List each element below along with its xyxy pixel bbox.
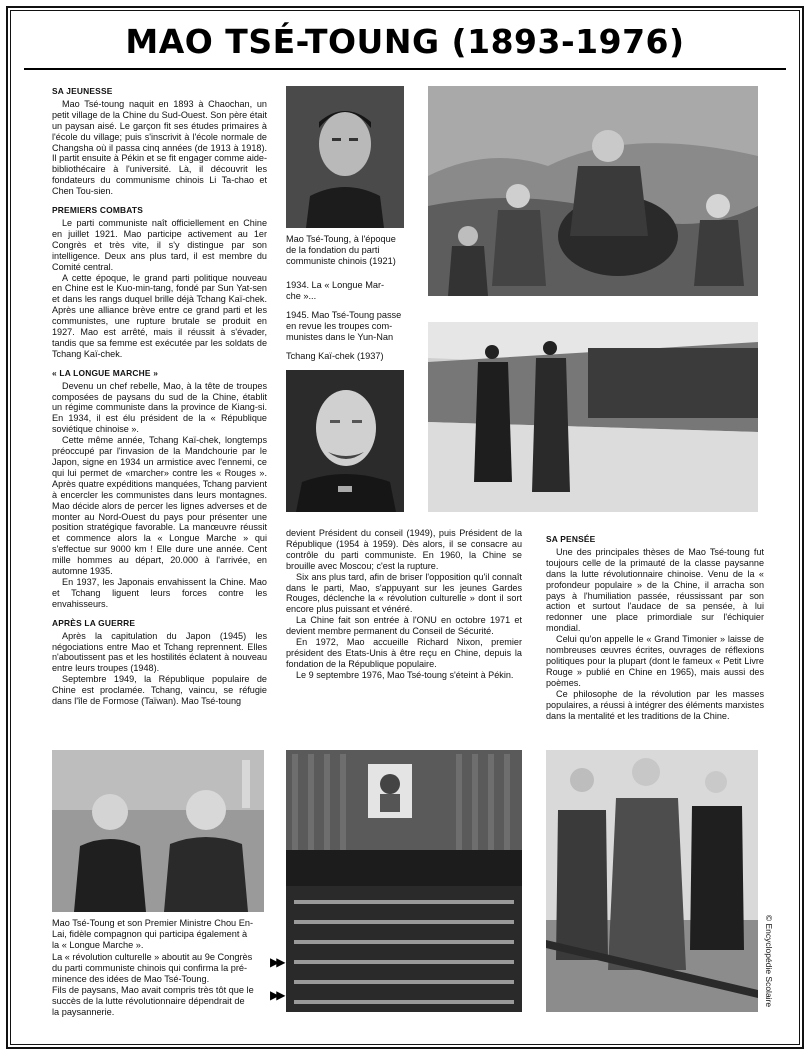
photo-tchang-kai-chek: [286, 370, 404, 512]
title-rule: [24, 68, 786, 70]
section-heading-apres-guerre: APRÈS LA GUERRE: [52, 617, 136, 628]
paragraph: Mao Tsé-toung naquit en 1893 à Chaochan, un petit village de la Chine du Sud-Ouest. Son père était un paysan aisé. Le garçon fit ses études primaires à l'école du village; puis s'inscrivit à l'école normale de Changsha où il passa cinq années (de 1913 à 1918). Il partit ensuite à Pékin et se fit engager comme aide-bibliothécaire à l'université. Là, il découvrit les fondateurs du communisme chinois Li Ta-chao et Chen Tou-sien.: [52, 98, 267, 197]
paragraph: Septembre 1949, la République populaire de Chine est proclamée. Tchang, vaincu, se réfugie dans l'île de Formose (Taïwan). Mao Tsé-toung: [52, 674, 267, 707]
paragraph: En 1972, Mao accueille Richard Nixon, premier président des Etats-Unis à être reçu en Chine, depuis la fondation de la République populaire.: [286, 637, 522, 669]
pointer-arrow-icon: ▶▶: [270, 988, 283, 1002]
caption-paysannerie: Fils de paysans, Mao avait compris très tôt que le succès de la lutte révolutionnaire dépendrait de la paysannerie.: [52, 985, 254, 1017]
photo-longue-marche: [428, 86, 758, 296]
photo-mao-chou-en-lai: [52, 750, 264, 912]
section-heading-premiers-combats: PREMIERS COMBATS: [52, 205, 143, 216]
section-heading-longue-marche: « LA LONGUE MARCHE »: [52, 367, 159, 378]
section-heading-jeunesse: SA JEUNESSE: [52, 86, 113, 96]
section-heading-sa-pensee: SA PENSÉE: [546, 534, 596, 544]
paragraph: Six ans plus tard, afin de briser l'opposition qu'il connaît dans le parti, Mao, s'appuyant sur les jeunes Gardes Rouges, déclenche la « révolution culturelle » dont il sort encore plus puissant et vénéré.: [286, 571, 522, 615]
photo-mao-portrait-1921: [286, 86, 404, 228]
photo-troupes-yun-nan: [428, 322, 758, 512]
paragraph: devient Président du conseil (1949), puis Président de la République (1954 à 1959). Dès alors, il se consacre au contrôle du parti communiste. En 1960, la Chine se brouille avec Moscou; c'est la rupture.: [286, 528, 522, 571]
paragraph: La Chine fait son entrée à l'ONU en octobre 1971 et devient membre permanent du Conseil de Sécurité.: [286, 615, 522, 637]
paragraph: Cette même année, Tchang Kaï-chek, longtemps préoccupé par l'invasion de la Mandchourie par le Japon, signe en 1934 un armistice avec l'ennemi, ce qui lui permet de «marcher» contre les « Rouges ». Après quatre expéditions manquées, Tchang parvient à encercler les communistes dans leurs montagnes. Mao décide alors de percer les lignes adverses et de monter au Nord-Ouest du pays pour présenter une position stratégique favorable. La manœuvre réussit et commence alors la « Longue Marche » qui s'effectue sur 9000 km ! Elle dure une année. Cent mille hommes au départ, 20.000 à l'arrivée, en automne 1935.: [52, 435, 267, 577]
column-middle: [286, 528, 522, 681]
caption-chou-en-lai: Mao Tsé-Toung et son Premier Ministre Chou En- Lai, fidèle compagnon qui participa également à la « Longue Marche ».: [52, 918, 254, 950]
column-left: [52, 86, 267, 707]
paragraph: Ce philosophe de la révolution par les masses populaires, a réussi à intégrer des éléments marxistes dans la mentalité et les traditions de la Chine.: [546, 688, 764, 721]
photo-mao-paysans: [546, 750, 758, 1012]
caption-portrait-1921: Mao Tsé-Toung, à l'époque de la fondation du parti communiste chinois (1921): [286, 234, 396, 266]
column-right: [546, 534, 764, 721]
paragraph: En 1937, les Japonais envahissent la Chine. Mao et Tchang liguent leurs forces contre les envahisseurs.: [52, 576, 267, 609]
photo-congres-parti: [286, 750, 522, 1012]
paragraph: Une des principales thèses de Mao Tsé-toung fut toujours celle de la primauté de la classe paysanne dans la lutte révolutionnaire chinoise. Venu de la « profondeur populaire » de la Chine, il arracha son pays à l'humiliation passée, réussissant par son action et surtout l'audace de sa pensée, à lui redonner une place primordiale sur l'échiquier mondial.: [546, 546, 764, 634]
paragraph: A cette époque, le grand parti politique nouveau en Chine est le Kuo-min-tang, fondé par Sun Yat-sen et dans les rangs duquel brille déjà Tchang Kaï-chek. Après une alliance brève entre ce grand parti et les communistes, une rupture brutale se produit en 1927. Mao est arrêté, mais il réussit à s'évader, tandis que sa femme est exécutée par les soldats de Tchang Kaï-chek.: [52, 272, 267, 359]
paragraph: Devenu un chef rebelle, Mao, à la tête de troupes composées de paysans du sud de la Chine, établit un régime communiste dans la province de Kiang-si. En 1934, il est élu président de la « République soviétique chinoise ».: [52, 380, 267, 435]
copyright-credit: © Encyclopédie Scolaire: [764, 914, 774, 1008]
caption-tchang: Tchang Kaï-chek (1937): [286, 351, 384, 361]
pointer-arrow-icon: ▶▶: [270, 955, 283, 969]
paragraph: Le 9 septembre 1976, Mao Tsé-toung s'éteint à Pékin.: [296, 669, 514, 680]
paragraph: Après la capitulation du Japon (1945) les négociations entre Mao et Tchang reprennent. Elles n'aboutissent pas et les hostilités éclatent à nouveau entre leurs troupes (1948).: [52, 630, 267, 674]
caption-yunnan: 1945. Mao Tsé-Toung passe en revue les troupes com- munistes dans le Yun-Nan: [286, 310, 402, 342]
caption-revolution-culturelle: La « révolution culturelle » aboutit au 9e Congrès du parti communiste chinois qui confirma la pré- minence des idées de Mao Tsé-Toung.: [52, 952, 253, 984]
page-title: MAO TSÉ-TOUNG (1893-1976): [125, 22, 685, 61]
caption-longue-marche: 1934. La « Longue Mar- che »...: [286, 280, 385, 301]
paragraph: Le parti communiste naît officiellement en Chine en juillet 1921. Mao participe activement au 1er Congrès et très vite, il s'y distingue par son intelligence. Deux ans plus tard, il est membre du Comité central.: [52, 217, 267, 272]
paragraph: Celui qu'on appelle le « Grand Timonier » laisse de nombreuses œuvres écrites, ouvrages de réflexions politiques pour la plupart (dont le fameux « Petit Livre Rouge » publié en Chine en 1965), mais aussi des poèmes.: [546, 634, 764, 688]
